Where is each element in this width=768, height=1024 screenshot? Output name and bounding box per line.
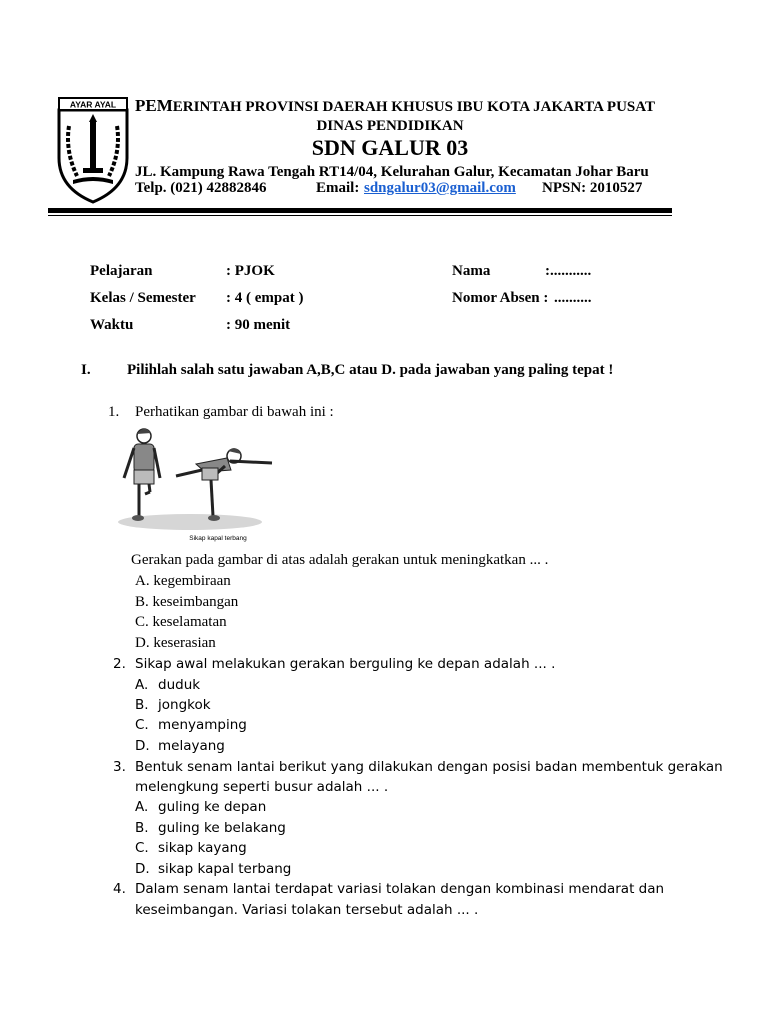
class-semester-label: Kelas / Semester <box>90 290 196 306</box>
absence-number-field: .......... <box>554 290 592 306</box>
government-header-line: PEMERINTAH PROVINSI DAERAH KHUSUS IBU KOTA JAKARTA PUSAT <box>135 96 655 115</box>
school-npsn: NPSN: 2010527 <box>542 180 643 196</box>
question-2-text: Sikap awal melakukan gerakan berguling ke depan adalah ... . <box>135 656 556 672</box>
section-instruction: Pilihlah salah satu jawaban A,B,C atau D. pada jawaban yang paling tepat ! <box>127 362 614 378</box>
question-4-text-line2: keseimbangan. Variasi tolakan tersebut adalah ... . <box>135 902 479 918</box>
section-number: I. <box>81 362 91 378</box>
absence-number-label: Nomor Absen : <box>452 290 549 306</box>
school-address: JL. Kampung Rawa Tengah RT14/04, Kelurahan Galur, Kecamatan Johar Baru <box>135 164 649 180</box>
question-2-option-d: melayang <box>158 738 225 754</box>
question-4-text-line1: Dalam senam lantai terdapat variasi tolakan dengan kombinasi mendarat dan <box>135 881 665 897</box>
header-divider-thin <box>48 215 672 216</box>
question-3-option-d: sikap kapal terbang <box>158 861 292 877</box>
header-divider-thick <box>48 208 672 213</box>
question-1-option-c: C. keselamatan <box>135 614 227 630</box>
time-label: Waktu <box>90 317 134 333</box>
question-1-text: Perhatikan gambar di bawah ini : <box>135 404 334 420</box>
question-1-option-a: A. kegembiraan <box>135 573 231 589</box>
question-1-stem: Gerakan pada gambar di atas adalah gerakan untuk meningkatkan ... . <box>131 552 549 568</box>
email-link[interactable]: sdngalur03@gmail.com <box>364 180 516 196</box>
figure-caption: Sikap kapal terbang <box>189 535 247 542</box>
question-2-number: 2. <box>113 656 126 672</box>
question-3-text-line1: Bentuk senam lantai berikut yang dilakukan dengan posisi badan membentuk gerakan <box>135 759 723 775</box>
question-3-option-a-letter: A. <box>135 799 149 815</box>
question-3-number: 3. <box>113 759 126 775</box>
email-label: Email: <box>316 180 360 196</box>
question-3-option-c-letter: C. <box>135 840 149 856</box>
question-3-option-c: sikap kayang <box>158 840 247 856</box>
question-2-option-c-letter: C. <box>135 717 149 733</box>
question-3-text-line2: melengkung seperti busur adalah ... . <box>135 779 389 795</box>
question-1-option-b: B. keseimbangan <box>135 594 239 610</box>
question-4-number: 4. <box>113 881 126 897</box>
question-3-option-b: guling ke belakang <box>158 820 286 836</box>
question-1-number: 1. <box>108 404 120 420</box>
question-2-option-a: duduk <box>158 677 201 693</box>
name-label: Nama <box>452 263 491 279</box>
department-name: DINAS PENDIDIKAN <box>316 118 464 134</box>
school-telephone: Telp. (021) 42882846 <box>135 180 267 196</box>
question-2-option-b: jongkok <box>158 697 211 713</box>
question-2-option-a-letter: A. <box>135 677 149 693</box>
school-name: SDN GALUR 03 <box>311 135 469 160</box>
subject-label: Pelajaran <box>90 263 153 279</box>
airplane-pose-illustration <box>110 420 280 545</box>
name-field: :........... <box>545 263 592 279</box>
question-3-option-a: guling ke depan <box>158 799 267 815</box>
question-3-option-b-letter: B. <box>135 820 149 836</box>
time-value: : 90 menit <box>226 317 291 333</box>
school-emblem-logo <box>55 96 131 204</box>
class-semester-value: : 4 ( empat ) <box>226 290 304 306</box>
question-2-option-b-letter: B. <box>135 697 149 713</box>
svg-text:AYAR AYAL: AYAR AYAL <box>69 99 117 110</box>
question-1-option-d: D. keserasian <box>135 635 216 651</box>
question-3-option-d-letter: D. <box>135 861 150 877</box>
subject-value: : PJOK <box>226 263 275 279</box>
question-2-option-d-letter: D. <box>135 738 150 754</box>
question-2-option-c: menyamping <box>158 717 247 733</box>
